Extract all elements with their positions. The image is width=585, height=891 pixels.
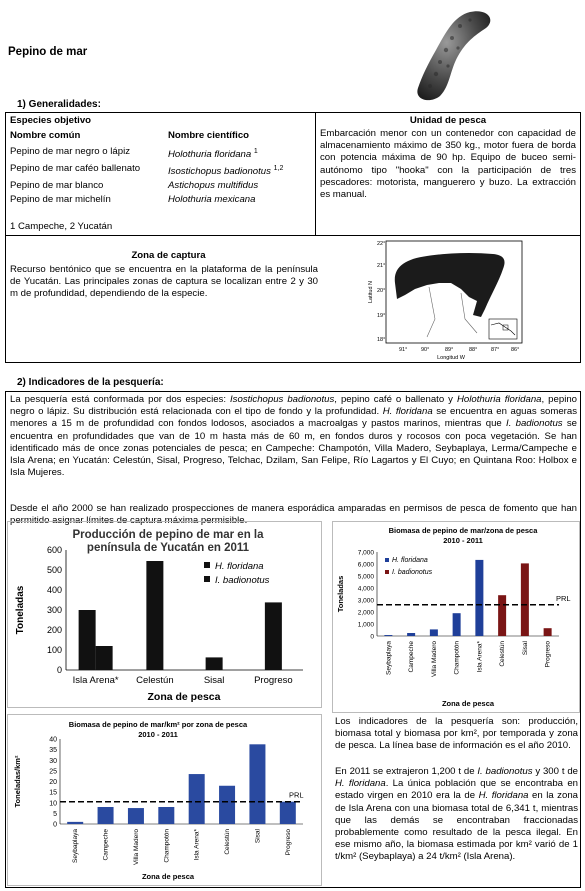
lon-tick: 91° <box>399 347 408 353</box>
y-tick-label: 1,000 <box>357 621 374 629</box>
x-tick-label: Villa Madero <box>430 641 438 678</box>
legend-swatch <box>385 570 389 574</box>
x-tick-label: Progreso <box>254 675 293 686</box>
y-axis-label: Toneladas <box>336 575 345 613</box>
capture-heading: Zona de captura <box>131 250 206 261</box>
bar <box>128 808 144 824</box>
list-item: Pepino de mar michelín Holothuria mexicana <box>10 194 256 206</box>
legend-swatch <box>385 558 389 562</box>
x-tick-label: Campeche <box>408 641 416 673</box>
x-tick-label: Sisal <box>254 829 262 844</box>
y-tick-label: 0 <box>53 821 57 829</box>
bar <box>79 610 96 670</box>
bar <box>249 744 265 824</box>
prl-label: PRL <box>556 593 571 603</box>
x-tick-label: Isla Arena* <box>193 829 201 861</box>
y-tick-label: 6,000 <box>357 561 374 569</box>
x-tick-label: Villa Madero <box>132 829 140 866</box>
x-tick-label: Celestún <box>224 829 232 855</box>
indicators-paragraph-4: En 2011 se extrajeron 1,200 t de I. badionotus y 300 t de H. floridana. La única población que se encontraba en estado virgen en 2010 era la de H. floridana en la zona de Isla Arena con una biomasa total de 6,341 t, mientras que las demás se encontraban fraccionadas probablemente como resultado de la pesca ilegal. En ese mismo año, la biomasa estimada por km² varió de 1 t/km² (Seybaplaya) a 24 t/km² (Isla Arena). <box>335 766 578 863</box>
y-tick-label: 2,000 <box>357 609 374 617</box>
map-ylabel: Latitud N <box>368 280 374 304</box>
y-axis-label: Toneladas <box>15 585 26 635</box>
biomass-km2-chart <box>7 714 322 886</box>
bar <box>158 807 174 824</box>
lat-tick: 21° <box>377 263 386 269</box>
chart-title: Biomasa de pepino de mar/km² por zona de pesca <box>68 720 248 729</box>
col-scientific-name: Nombre científico <box>168 130 250 141</box>
list-item: Pepino de mar blanco Astichopus multifidus <box>10 180 259 192</box>
chart-title: 2010 - 2011 <box>138 730 178 739</box>
legend-label: I. badionotus <box>215 575 270 586</box>
y-tick-label: 40 <box>49 736 57 744</box>
bar <box>453 613 461 636</box>
bar <box>96 646 113 670</box>
bar <box>475 560 483 636</box>
y-tick-label: 600 <box>46 545 62 555</box>
x-tick-label: Seybaplaya <box>385 641 393 675</box>
section1-heading: 1) Generalidades: <box>17 99 101 110</box>
y-tick-label: 100 <box>46 645 62 655</box>
y-tick-label: 30 <box>49 757 57 765</box>
production-chart <box>7 521 322 708</box>
list-item: Pepino de mar caféo ballenato Isostichopus badionotus $^{1,2}$ <box>10 163 284 178</box>
bar <box>498 595 506 636</box>
bar <box>219 786 235 824</box>
yucatan-map <box>365 237 527 361</box>
y-tick-label: 400 <box>46 585 62 595</box>
y-tick-label: 25 <box>49 768 57 776</box>
lon-tick: 88° <box>469 347 478 353</box>
lat-tick: 19° <box>377 313 386 319</box>
species-list <box>10 145 283 207</box>
y-tick-label: 4,000 <box>357 585 374 593</box>
y-tick-label: 5,000 <box>357 573 374 581</box>
page-title: Pepino de mar <box>8 46 88 58</box>
y-tick-label: 200 <box>46 625 62 635</box>
map-xlabel: Longitud W <box>437 355 465 361</box>
unit-heading: Unidad de pesca <box>409 115 487 126</box>
bar <box>146 561 163 670</box>
x-tick-label: Campeche <box>102 829 110 861</box>
y-tick-label: 5 <box>53 810 57 818</box>
section2-heading: 2) Indicadores de la pesquería: <box>17 377 164 388</box>
bar <box>430 629 438 636</box>
y-tick-label: 300 <box>46 605 62 615</box>
bar <box>189 774 205 824</box>
bar <box>407 633 415 636</box>
bar <box>98 807 114 824</box>
sea-cucumber-illustration <box>400 6 508 104</box>
chart-title: Biomasa de pepino de mar/zona de pesca <box>388 526 538 535</box>
x-tick-label: Sisal <box>521 641 529 656</box>
chart-title: 2010 - 2011 <box>443 536 483 545</box>
x-axis-label: Zona de pesca <box>147 691 221 703</box>
lon-tick: 89° <box>445 347 454 353</box>
x-tick-label: Sisal <box>203 675 225 686</box>
x-tick-label: Progreso <box>284 829 292 856</box>
lon-tick: 86° <box>511 347 520 353</box>
chart-title: Producción de pepino de mar en la <box>72 529 264 541</box>
lon-tick: 87° <box>491 347 500 353</box>
species-heading: Especies objetivo <box>10 115 92 126</box>
bar <box>384 635 392 636</box>
y-tick-label: 15 <box>49 789 57 797</box>
legend-label: H. floridana <box>215 561 264 572</box>
biomass-zone-chart <box>332 521 580 713</box>
legend-swatch <box>204 576 210 582</box>
bar <box>544 628 552 636</box>
y-tick-label: 0 <box>56 665 62 675</box>
indicators-paragraph-1: La pesquería está conformada por dos especies: Isostichopus badionotus, pepino café o ballenato y Holothuria floridana, pepino negro o lápiz. Su distribución está relacionada con el tipo de fondo y la profundidad. H. floridana se encuentra en aguas someras menores a 15 m de profundidad con fondos lodosos, asociados a macroalgas y pastos marinos, mientras que I. badionotus se encuentra en profundidades que van de 10 m hasta más de 60 m, en fondos duros y rocosos con poca vegetación. Se han identificado más de once zonas potenciales de pesca; en Campeche: Champotón, Villa Madero, Seybaplaya, Lerma/Campeche e Isla Arena; en Yucatán: Celestún, Sisal, Progreso, Telchac, Dzilam, San Felipe, Río Lagartos y El Cuyo; en Quintana Roo: Holbox e Isla Mujeres. <box>10 394 578 479</box>
bar <box>265 602 282 670</box>
lon-tick: 90° <box>421 347 430 353</box>
lat-tick: 18° <box>377 337 386 343</box>
y-tick-label: 0 <box>370 633 374 641</box>
species-footnote: 1 Campeche, 2 Yucatán <box>10 221 113 232</box>
x-tick-label: Isla Arena* <box>72 675 119 686</box>
indicators-paragraph-2: Desde el año 2000 se han realizado prospecciones de manera esporádica amparadas en permisos de pesca de fomento que han permitido asignar límites de captura máxima permisible. <box>10 503 577 527</box>
x-tick-label: Celestún <box>499 641 507 667</box>
legend-label: H. floridana <box>392 557 428 564</box>
x-axis-label: Zona de pesca <box>141 872 195 881</box>
x-tick-label: Seybaplaya <box>72 829 80 863</box>
y-tick-label: 20 <box>49 779 57 786</box>
col-common-name: Nombre común <box>10 130 81 141</box>
x-tick-label: Isla Arena* <box>476 641 484 673</box>
x-axis-label: Zona de pesca <box>441 699 495 708</box>
chart-title: península de Yucatán en 2011 <box>86 542 250 554</box>
list-item: Pepino de mar negro o lápiz Holothuria floridana $^1$ <box>10 146 258 161</box>
lat-tick: 22° <box>377 241 386 247</box>
species-box <box>5 112 316 236</box>
legend-label: I. badionotus <box>392 569 433 576</box>
bar <box>67 822 83 824</box>
x-tick-label: Progreso <box>544 641 552 668</box>
legend-swatch <box>204 562 210 568</box>
x-tick-label: Champotón <box>453 641 461 675</box>
y-tick-label: 500 <box>46 565 62 575</box>
fishing-unit-box <box>315 112 581 236</box>
y-tick-label: 35 <box>49 747 57 755</box>
bar <box>521 563 529 636</box>
bar <box>206 657 223 670</box>
bar <box>280 802 296 824</box>
x-tick-label: Champotón <box>163 829 171 863</box>
lat-tick: 20° <box>377 288 386 294</box>
y-tick-label: 3,000 <box>357 597 374 605</box>
y-axis-label: Toneladas/km² <box>13 755 22 808</box>
prl-label: PRL <box>289 790 304 800</box>
y-tick-label: 7,000 <box>357 549 374 557</box>
y-tick-label: 10 <box>49 800 57 808</box>
unit-text: Embarcación menor con un contenedor con capacidad de almacenamiento máximo de 350 kg., motor fuera de borda con potencia máxima de 90 hp. Equipo de buceo semi-autónomo tipo "hooka" con la participación de tres pescadores: motorista, manguerero y buzo. La extracción es manual. <box>320 128 576 201</box>
x-tick-label: Celestún <box>136 675 174 686</box>
capture-text: Recurso bentónico que se encuentra en la plataforma de la península de Yucatán. Las principales zonas de captura se localizan entre 2 y 30 m de profundidad, dependiendo de la especie. <box>10 264 318 300</box>
indicators-paragraph-3: Los indicadores de la pesquería son: producción, biomasa total y biomasa por km², por temporada y zona de pesca. La línea base de información es el año 2010. <box>335 716 578 752</box>
